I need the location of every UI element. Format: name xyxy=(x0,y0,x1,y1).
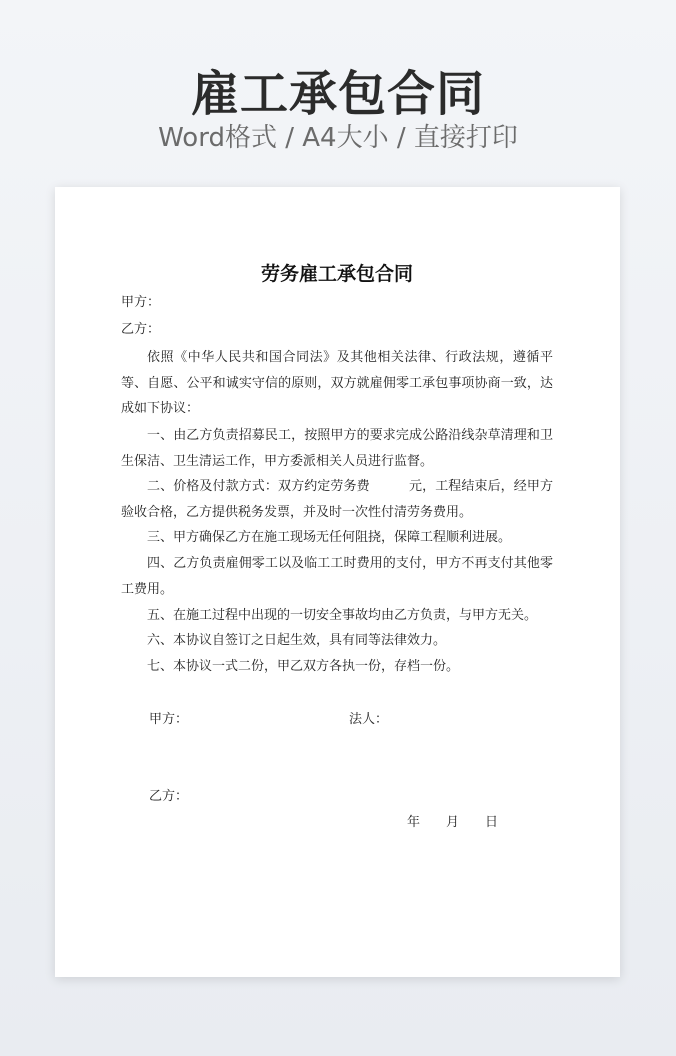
signature-date: 年 月 日 xyxy=(407,815,499,830)
signature-party-a: 甲方： xyxy=(149,712,189,727)
signature-legal-person: 法人： xyxy=(349,712,389,727)
party-b-label: 乙方： xyxy=(121,322,161,337)
clause-1: 一、由乙方负责招募民工，按照甲方的要求完成公路沿线杂草清理和卫生保洁、卫生清运工作，甲方委派相关人员进行监督。 xyxy=(121,428,553,469)
clause-4: 四、乙方负责雇佣零工以及临工工时费用的支付，甲方不再支付其他零工费用。 xyxy=(121,556,553,597)
clause-2: 二、价格及付款方式：双方约定劳务费 元，工程结束后，经甲方验收合格，乙方提供税务发票，并及时一次性付清劳务费用。 xyxy=(121,479,553,520)
clause-7: 七、本协议一式二份，甲乙双方各执一份，存档一份。 xyxy=(147,659,460,674)
signature-party-b: 乙方： xyxy=(149,789,189,804)
party-a-label: 甲方： xyxy=(121,295,161,310)
clause-3: 三、甲方确保乙方在施工现场无任何阻挠，保障工程顺利进展。 xyxy=(147,530,512,545)
clause-6: 六、本协议自签订之日起生效，具有同等法律效力。 xyxy=(147,633,447,648)
document-title: 劳务雇工承包合同 xyxy=(260,263,413,285)
clause-5: 五、在施工过程中出现的一切安全事故均由乙方负责，与甲方无关。 xyxy=(147,608,538,623)
document-page xyxy=(55,187,620,977)
preamble-paragraph: 依照《中华人民共和国合同法》及其他相关法律、行政法规，遵循平等、自愿、公平和诚实守信的原则，双方就雇佣零工承包事项协商一致，达成如下协议： xyxy=(121,350,553,417)
page-banner-title: 雇工承包合同 xyxy=(190,66,485,122)
page-banner-subtitle: Word格式 / A4大小 / 直接打印 xyxy=(158,123,518,153)
